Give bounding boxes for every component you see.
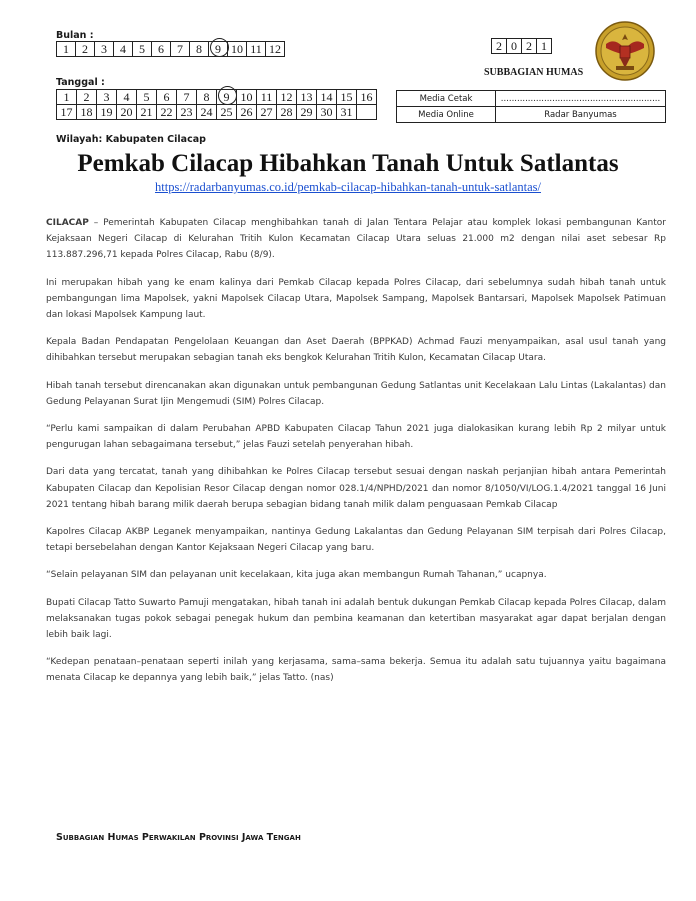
paragraph-9: Bupati Cilacap Tatto Suwarto Pamuji mengatakan, hibah tanah ini adalah bentuk dukungan Pemkab Cilacap kepada Polres Cilacap, dalam melaksanakan tugas pokok sebagai penegak hukum dan pembina keamanan dan ketertiban masyarakat agar dapat berjalan dengan lebih baik lagi. [46, 597, 666, 641]
paragraph-2: Ini merupakan hibah yang ke enam kalinya dari Pemkab Cilacap kepada Polres Cilacap, dari sebelumnya sudah hibah tanah untuk pembangungan lima Mapolsek, yakni Mapolsek Cilacap Utara, Mapolsek Sampang, Mapolsek Bantarsari, Mapolsek Mapolsek Patimuan dan lokasi Mapolsek Kampung laut. [46, 277, 666, 321]
month-cell: 6 [152, 42, 171, 57]
day-cell: 23 [177, 105, 197, 120]
day-cell: 14 [317, 90, 337, 105]
article-url-link[interactable]: https://radarbanyumas.co.id/pemkab-cilacap-hibahkan-tanah-untuk-satlantas/ [155, 180, 541, 194]
day-cell: 2 [77, 90, 97, 105]
article-title: Pemkab Cilacap Hibahkan Tanah Untuk Satlantas [77, 150, 619, 177]
paragraph-7: Kapolres Cilacap AKBP Leganek menyampaikan, nantinya Gedung Lakalantas dan Gedung Pelayanan SIM terpisah dari Polres Cilacap, tetapi bersebelahan dengan Kantor Kejaksaan Negeri Cilacap yang baru. [46, 527, 666, 554]
year-digit-cell: 2 [492, 39, 507, 54]
month-cell: 1 [57, 42, 76, 57]
month-cell: 11 [247, 42, 266, 57]
selected-month-circle [210, 38, 229, 57]
paragraph-4: Hibah tanah tersebut direncanakan akan digunakan untuk pembangunan Gedung Satlantas unit Kecelakaan Lalu Lintas (Lakalantas) dan Gedung Pelayanan Surat Ijin Mengemudi (SIM) Polres Cilacap. [46, 380, 666, 407]
day-cell: 19 [97, 105, 117, 120]
day-cell: 24 [197, 105, 217, 120]
month-cell: 3 [95, 42, 114, 57]
month-grid [56, 41, 285, 57]
lead-word: CILACAP [46, 218, 89, 228]
day-cell: 22 [157, 105, 177, 120]
year-digit-cell: 1 [537, 39, 552, 54]
day-cell: 10 [237, 90, 257, 105]
month-cell: 9 [209, 42, 228, 57]
day-cell: 20 [117, 105, 137, 120]
day-cell: 5 [137, 90, 157, 105]
media-online-value: Radar Banyumas [496, 107, 666, 123]
article-body [46, 215, 666, 698]
day-grid [56, 89, 377, 120]
day-cell: 25 [217, 105, 237, 120]
day-cell: 16 [357, 90, 377, 105]
day-cell: 29 [297, 105, 317, 120]
day-cell: 15 [337, 90, 357, 105]
day-cell: 17 [57, 105, 77, 120]
footer-label: Subbagian Humas Perwakilan Provinsi Jawa Tengah [56, 832, 301, 843]
day-cell: 13 [297, 90, 317, 105]
month-cell: 8 [190, 42, 209, 57]
tanggal-label: Tanggal : [56, 77, 105, 88]
bulan-label: Bulan : [56, 30, 94, 41]
day-cell: 1 [57, 90, 77, 105]
month-cell: 10 [228, 42, 247, 57]
month-cell: 5 [133, 42, 152, 57]
day-cell: 28 [277, 105, 297, 120]
day-cell: 6 [157, 90, 177, 105]
day-cell: 8 [197, 90, 217, 105]
paragraph-10: “Kedepan penataan–penataan seperti inilah yang kerjasama, sama–sama bekerja. Semua itu adalah satu tujuannya yaitu bagaimana menata Cilacap ke depannya yang lebih baik,” jelas Tatto. (nas) [46, 657, 666, 684]
day-cell: 9 [217, 90, 237, 105]
media-cetak-label: Media Cetak [397, 91, 496, 107]
day-cell: 30 [317, 105, 337, 120]
day-cell: 31 [337, 105, 357, 120]
media-online-label: Media Online [397, 107, 496, 123]
day-cell: 11 [257, 90, 277, 105]
wilayah-label: Wilayah: Kabupaten Cilacap [56, 134, 206, 145]
paragraph-6: Dari data yang tercatat, tanah yang dihibahkan ke Polres Cilacap tersebut sesuai dengan naskah perjanjian hibah antara Pemerintah Kabupaten Cilacap dan Kepolisian Resor Cilacap dengan nomor 028.1/4/NPHD/2021 dan nomor 8/1050/VI/LOG.1.4/2021 tanggal 16 Juni 2021 tentang hibah barang milik daerah berupa sebagian bidang tanah milik dalam penguasaan Pemkab Cilacap [46, 467, 666, 510]
year-grid [491, 38, 552, 54]
paragraph-1-text: – Pemerintah Kabupaten Cilacap menghibahkan tanah di Jalan Tentara Pelajar atau komplek lokasi pembangunan Kantor Kejaksaan Negeri Cilacap di Kelurahan Tritih Kulon Kecamatan Cilacap Utara seluas 21.000 m2 dengan nilai aset sebesar Rp 113.887.296,71 kepada Polres Cilacap, Rabu (8/9). [46, 218, 666, 261]
day-cell: 21 [137, 105, 157, 120]
day-cell: 18 [77, 105, 97, 120]
paragraph-8: “Selain pelayanan SIM dan pelayanan unit kecelakaan, kita juga akan membangun Rumah Tahanan,” ucapnya. [46, 570, 547, 581]
paragraph-1 [46, 215, 666, 264]
selected-day-circle [218, 86, 237, 105]
day-cell: 27 [257, 105, 277, 120]
day-cell: 7 [177, 90, 197, 105]
day-cell: 26 [237, 105, 257, 120]
media-cetak-value: ........................................................... [496, 91, 666, 107]
garuda-emblem-icon [594, 20, 656, 82]
day-cell: 12 [277, 90, 297, 105]
paragraph-3: Kepala Badan Pendapatan Pengelolaan Keuangan dan Aset Daerah (BPPKAD) Achmad Fauzi menyampaikan, asal usul tanah yang dihibahkan tersebut merupakan sebagian tanah eks bengkok Kelurahan Tritih Kulon, Kecamatan Cilacap Utara. [46, 337, 666, 364]
paragraph-5: “Perlu kami sampaikan di dalam Perubahan APBD Kabupaten Cilacap Tahun 2021 juga dialokasikan kurang lebih Rp 2 milyar untuk pengurugan lahan sebagaimana tersebut,” jelas Fauzi setelah penyerahan hibah. [46, 424, 666, 451]
month-cell: 12 [266, 42, 285, 57]
month-cell: 2 [76, 42, 95, 57]
department-label: SUBBAGIAN HUMAS [484, 67, 584, 78]
year-digit-cell: 2 [522, 39, 537, 54]
day-cell: 4 [117, 90, 137, 105]
media-table [396, 90, 666, 123]
year-digit-cell: 0 [507, 39, 522, 54]
month-cell: 4 [114, 42, 133, 57]
month-cell: 7 [171, 42, 190, 57]
day-cell: 3 [97, 90, 117, 105]
day-cell [357, 105, 377, 120]
